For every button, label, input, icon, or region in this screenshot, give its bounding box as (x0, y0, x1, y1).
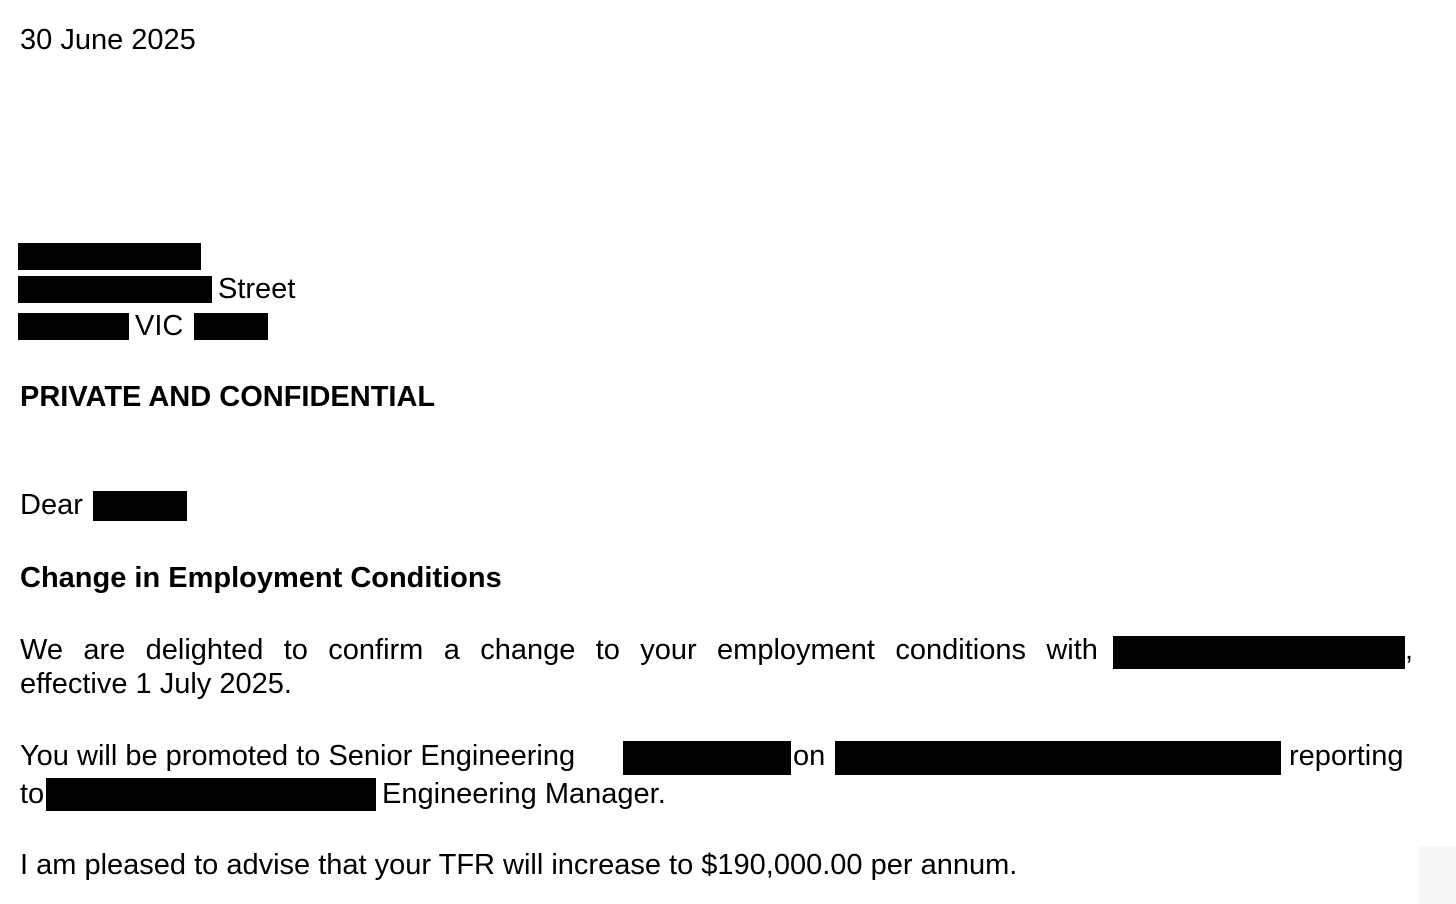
paragraph2-manager-title: Engineering Manager. (382, 778, 666, 810)
paragraph1-line1 (20, 633, 1098, 667)
redacted-company-name (1113, 636, 1405, 669)
redacted-postcode (194, 313, 268, 340)
paragraph1-word: are (83, 634, 126, 666)
paragraph1-word: conditions (895, 634, 1026, 666)
page-edge-shade (1418, 846, 1456, 904)
paragraph1-comma: , (1405, 634, 1414, 666)
salutation: Dear (20, 489, 83, 521)
address-street-suffix: Street (218, 273, 296, 305)
paragraph1-word: We (20, 634, 63, 666)
letter-subject: Change in Employment Conditions (20, 562, 502, 594)
redacted-recipient-name (18, 243, 201, 270)
redacted-manager-name (46, 778, 376, 811)
confidential-heading: PRIVATE AND CONFIDENTIAL (20, 381, 436, 413)
paragraph1-word: your (640, 634, 697, 666)
paragraph1-word: a (443, 634, 460, 666)
address-state: VIC (135, 310, 184, 342)
paragraph1-word: to (283, 634, 308, 666)
paragraph1-word: to (595, 634, 620, 666)
paragraph2-reporting: reporting (1289, 740, 1404, 772)
redacted-start-date (835, 741, 1281, 775)
redacted-suburb (18, 313, 129, 340)
redacted-job-title (623, 741, 791, 775)
paragraph1-line2: effective 1 July 2025. (20, 668, 292, 700)
paragraph1-word: with (1046, 634, 1098, 666)
paragraph2-on: on (793, 740, 826, 772)
paragraph1-word: change (480, 634, 576, 666)
redacted-street-number (18, 276, 212, 303)
paragraph3-salary: I am pleased to advise that your TFR will increase to $190,000.00 per annum. (20, 849, 1018, 881)
paragraph1-word: employment (717, 634, 875, 666)
paragraph2-to: to (20, 778, 45, 810)
paragraph1-word: confirm (328, 634, 424, 666)
paragraph2-promotion-text: You will be promoted to Senior Engineering (20, 740, 576, 772)
paragraph1-word: delighted (145, 634, 264, 666)
letter-date: 30 June 2025 (20, 24, 196, 56)
redacted-recipient-first-name (93, 491, 187, 521)
